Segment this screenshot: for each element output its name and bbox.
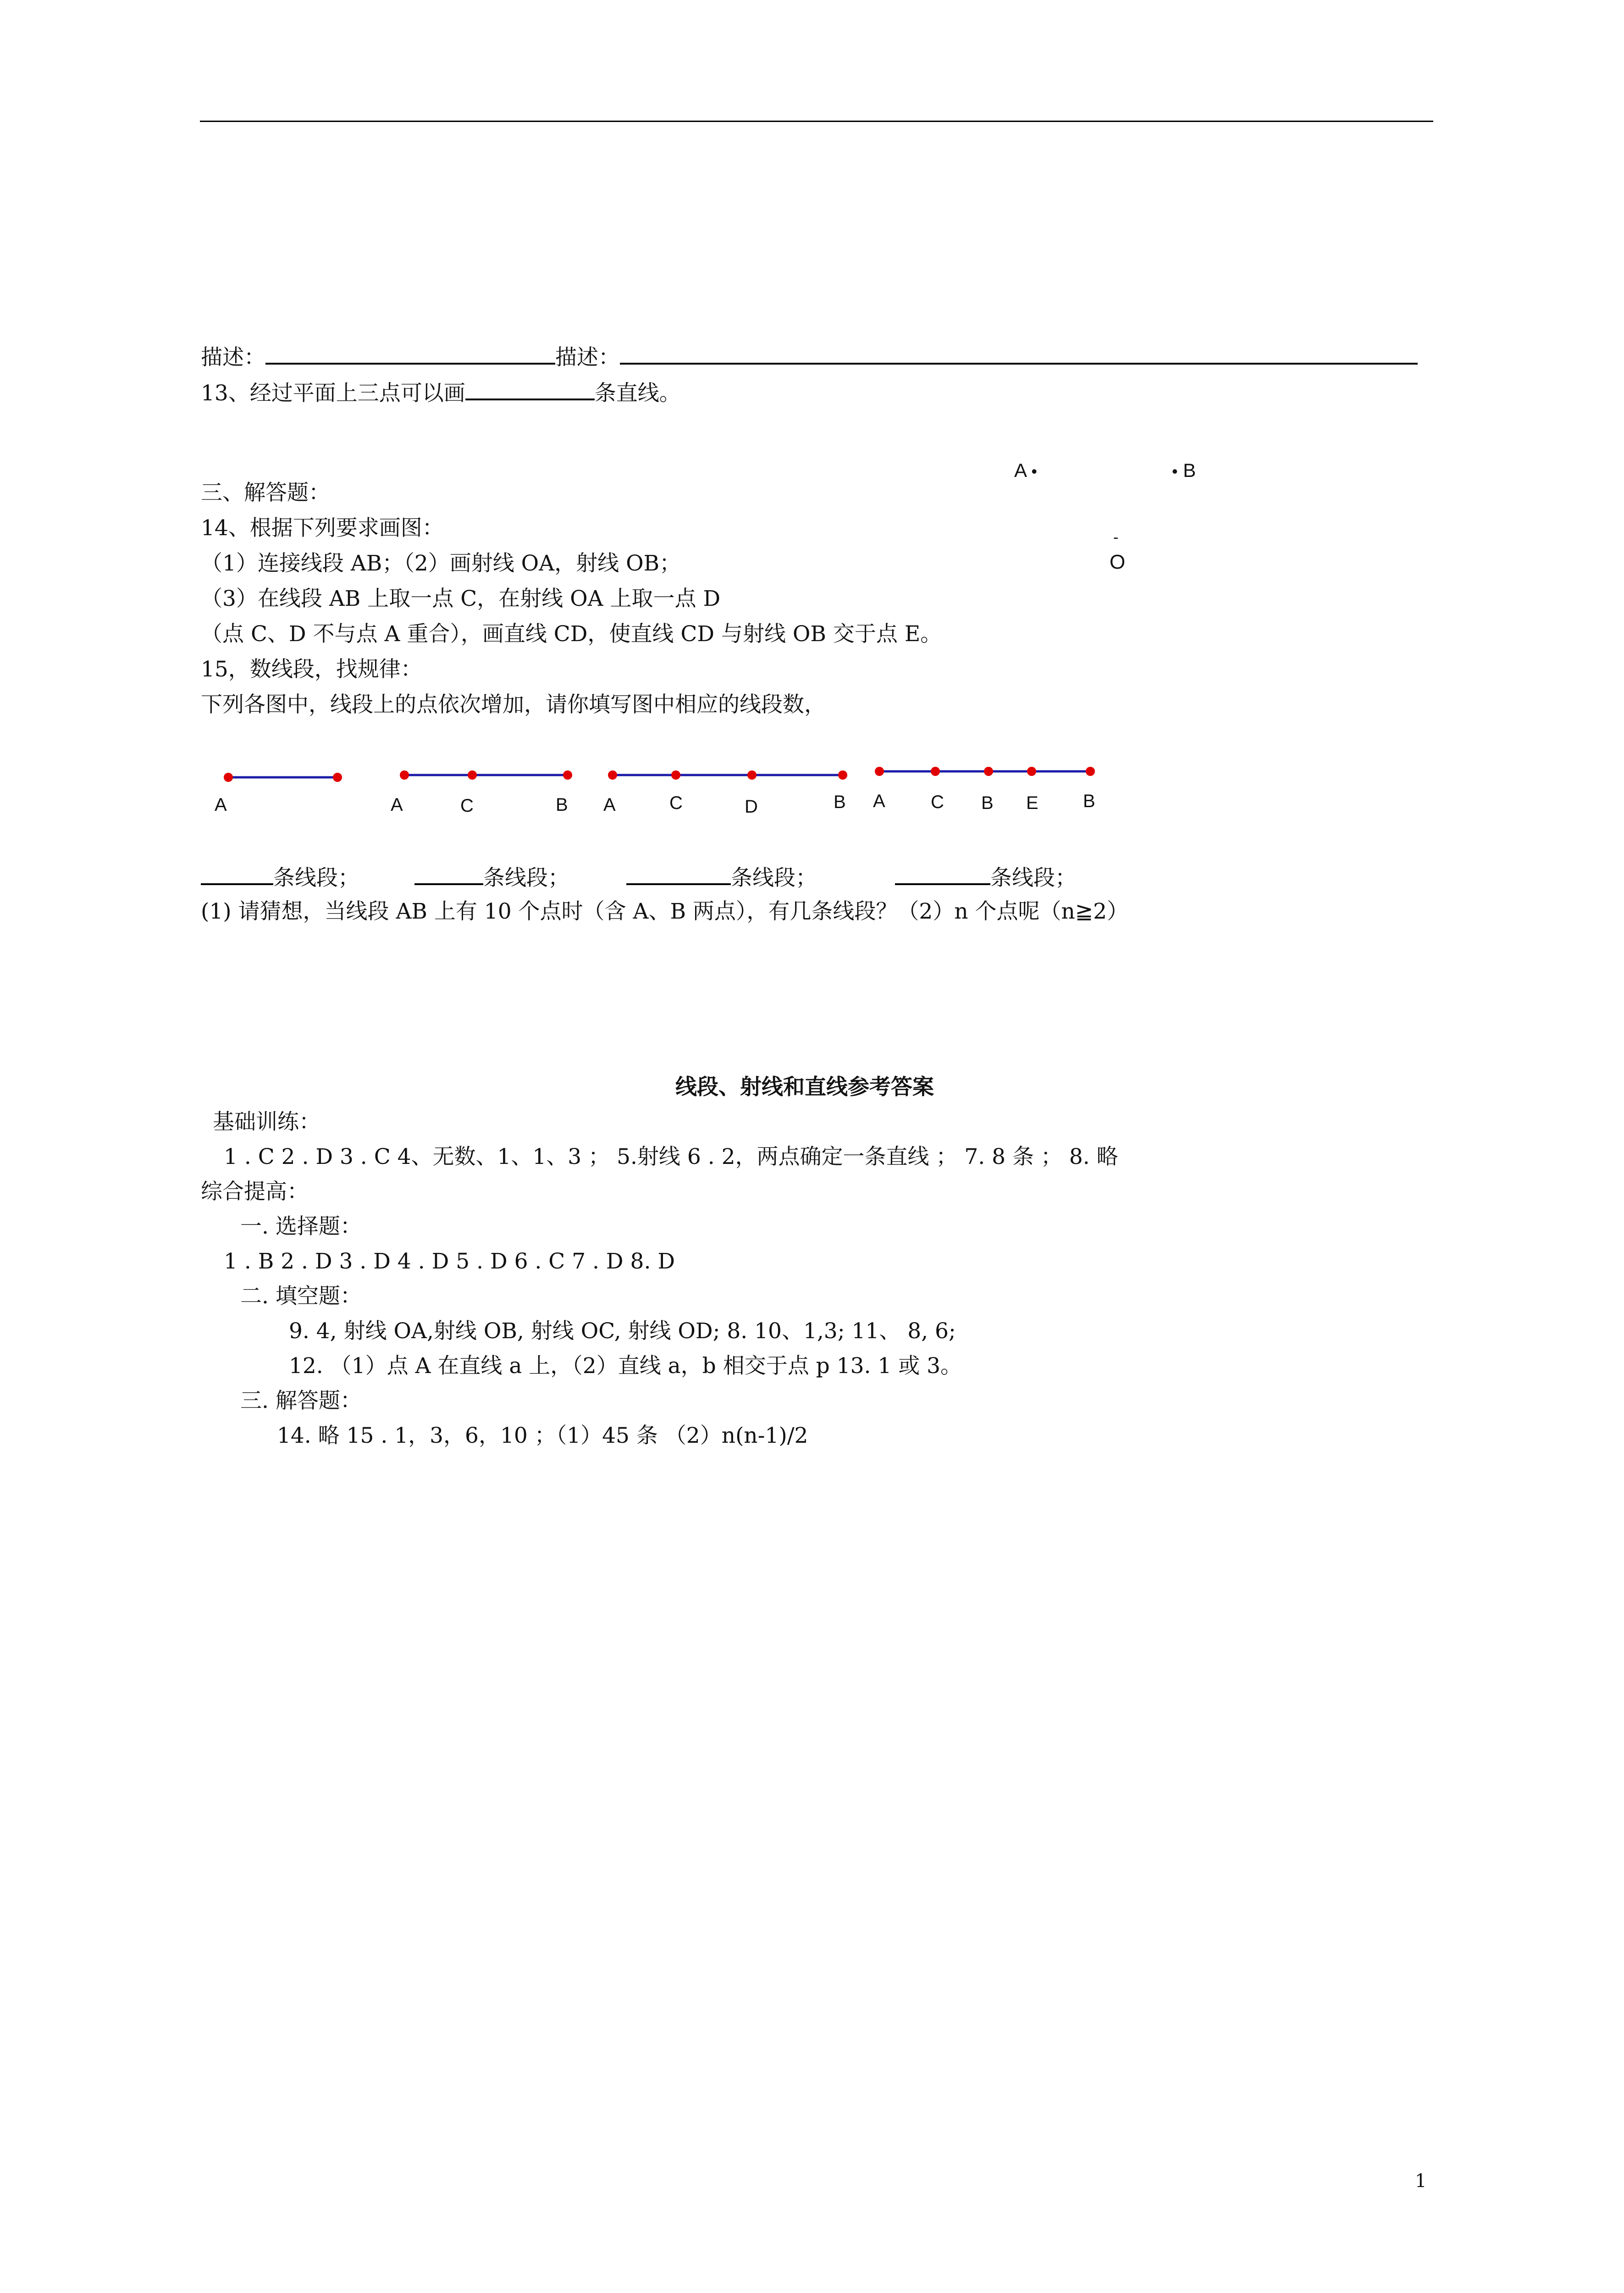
figure14-point-b: • B xyxy=(1172,460,1196,481)
header-rule xyxy=(200,121,1433,122)
point xyxy=(671,770,680,780)
count-blank-4[interactable] xyxy=(895,862,990,885)
answers-title: 线段、射线和直线参考答案 xyxy=(675,1074,934,1100)
count-blank-1[interactable] xyxy=(201,862,273,885)
q14-line2: （3）在线段 AB 上取一点 C，在射线 OA 上取一点 D xyxy=(201,586,721,611)
description-blank-1[interactable] xyxy=(265,342,555,365)
q14-line3: （点 C、D 不与点 A 重合），画直线 CD，使直线 CD 与射线 OB 交于点 E。 xyxy=(201,621,942,647)
q15-intro: 下列各图中，线段上的点依次增加，请你填写图中相应的线段数， xyxy=(201,692,826,717)
q12-description-row xyxy=(201,342,1418,371)
description-blank-2[interactable] xyxy=(620,342,1418,365)
q13-text xyxy=(201,377,681,407)
diagram1-label-a: A xyxy=(215,795,227,815)
section3-heading: 三、解答题： xyxy=(201,480,330,505)
basic-heading: 基础训练： xyxy=(213,1109,320,1135)
q14-line1: （1）连接线段 AB；（2）画射线 OA，射线 OB； xyxy=(201,551,681,576)
figure14-point-o: O xyxy=(1110,551,1126,573)
segment-diagrams xyxy=(0,752,1624,821)
page-number: 1 xyxy=(1415,2171,1427,2192)
part2-answers-line2: 12. （1）点 A 在直线 a 上，（2）直线 a，b 相交于点 p 13. 1 或 3。 xyxy=(289,1353,962,1379)
diagram4-label-b: B xyxy=(981,793,994,813)
q13-after: 条直线。 xyxy=(594,381,681,406)
q14-title: 14、根据下列要求画图： xyxy=(201,515,444,541)
diagram4-label-e: E xyxy=(1026,793,1038,813)
point xyxy=(400,770,409,780)
basic-answers: 1 . C 2 . D 3 . C 4、无数、1、1、3 ； 5.射线 6 . 2，两点确定一条直线 ； 7. 8 条 ； 8. 略 xyxy=(224,1144,1118,1169)
diagram3-label-c: C xyxy=(669,793,683,813)
description-label-1: 描述： xyxy=(201,345,265,370)
count-answer-3: 条线段； xyxy=(626,862,817,892)
count-blank-3[interactable] xyxy=(626,862,731,885)
point xyxy=(608,770,617,780)
count-answer-1: 条线段； xyxy=(201,862,359,892)
point xyxy=(838,770,847,780)
q13-before: 13、经过平面上三点可以画 xyxy=(201,381,465,406)
point xyxy=(468,770,477,780)
advanced-heading: 综合提高： xyxy=(201,1179,309,1204)
q15-question: (1) 请猜想，当线段 AB 上有 10 个点时（含 A、B 两点），有几条线段？（2）n 个点呢（n≧2） xyxy=(201,899,1129,924)
point xyxy=(1086,767,1095,776)
diagram3-label-b: B xyxy=(834,792,846,812)
point xyxy=(747,770,757,780)
diagram3-label-a: A xyxy=(603,795,616,815)
part2-answers-line1: 9. 4, 射线 OA,射线 OB, 射线 OC, 射线 OD; 8. 10、1,3; 11、 8, 6; xyxy=(289,1318,956,1344)
part1-answers: 1 . B 2 . D 3 . D 4 . D 5 . D 6 . C 7 . D 8. D xyxy=(224,1249,675,1274)
diagram4-label-c: C xyxy=(931,792,944,812)
part3-answers: 14. 略 15 . 1，3，6，10 ；（1）45 条 （2）n(n-1)/2 xyxy=(277,1423,808,1448)
part3-heading: 三. 解答题： xyxy=(240,1388,362,1413)
point xyxy=(875,767,884,776)
count-answer-2: 条线段； xyxy=(414,862,569,892)
point xyxy=(224,773,233,782)
description-label-2: 描述： xyxy=(555,345,620,370)
count-answer-4: 条线段； xyxy=(895,862,1077,892)
diagram2-label-c: C xyxy=(460,796,474,816)
part1-heading: 一. 选择题： xyxy=(240,1214,362,1239)
count-blank-2[interactable] xyxy=(414,862,483,885)
point xyxy=(563,770,572,780)
point xyxy=(1027,767,1036,776)
point xyxy=(333,773,342,782)
figure14-point-a: A • xyxy=(1014,460,1037,481)
diagram3-label-d: D xyxy=(745,797,758,817)
diagram2-label-b: B xyxy=(556,795,568,815)
diagram4-label-b2: B xyxy=(1083,791,1095,811)
diagram4-label-a: A xyxy=(873,791,885,811)
q15-title: 15，数线段，找规律： xyxy=(201,657,422,682)
point xyxy=(931,767,940,776)
point xyxy=(984,767,993,776)
part2-heading: 二. 填空题： xyxy=(240,1284,362,1309)
diagram2-label-a: A xyxy=(391,795,403,815)
q13-blank[interactable] xyxy=(465,377,595,400)
figure14-o-mark: - xyxy=(1113,529,1119,546)
